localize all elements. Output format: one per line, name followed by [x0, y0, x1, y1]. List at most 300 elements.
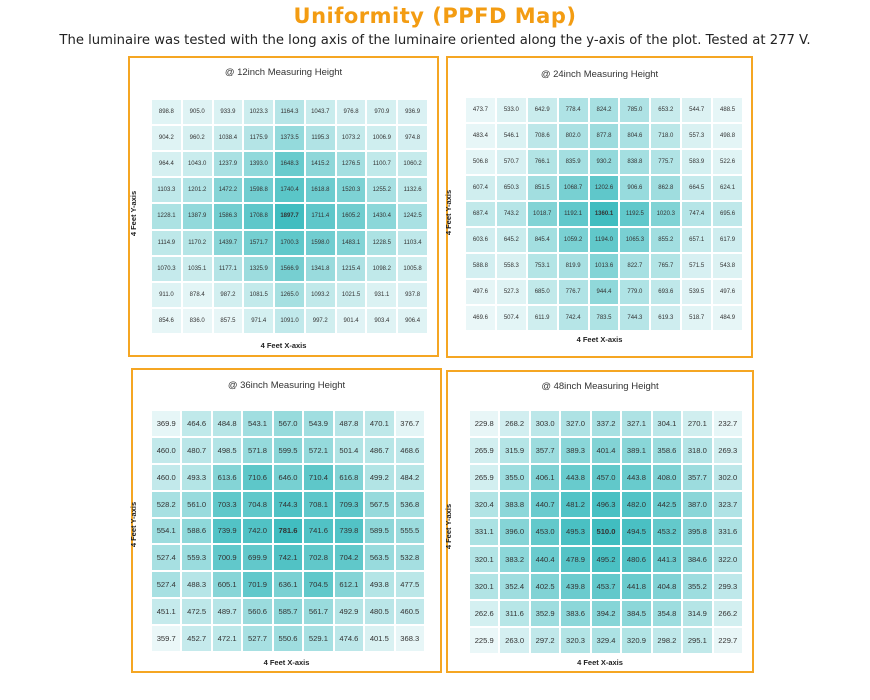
- heatmap-cell: 744.3: [274, 492, 302, 517]
- heatmap-cell: 585.7: [274, 599, 302, 624]
- heatmap-cell: 457.0: [592, 465, 620, 490]
- heatmap-cell: 1192.5: [620, 202, 649, 226]
- heatmap-cell: 687.4: [466, 202, 495, 226]
- heatmap-cell: 685.0: [528, 280, 557, 304]
- heatmap-cell: 501.4: [335, 438, 363, 463]
- heatmap-cell: 522.6: [713, 150, 742, 174]
- heatmap-cell: 693.6: [651, 280, 680, 304]
- heatmap-cell: 355.2: [683, 574, 711, 599]
- heatmap-cell: 571.5: [682, 254, 711, 278]
- heatmap-cell: 322.0: [714, 547, 742, 572]
- heatmap-cell: 589.5: [365, 519, 393, 544]
- heatmap-cell: 464.6: [182, 411, 210, 436]
- heatmap-cell: 588.6: [182, 519, 210, 544]
- heatmap-cell: 354.8: [653, 601, 681, 626]
- heatmap-cell: 970.9: [367, 100, 396, 124]
- heatmap-cell: 931.1: [367, 283, 396, 307]
- heatmap-cell: 1415.2: [306, 152, 335, 176]
- heatmap-cell: 1265.0: [275, 283, 304, 307]
- heatmap-cell: 1175.9: [244, 126, 273, 150]
- heatmap-cell: 838.8: [620, 150, 649, 174]
- heatmap-cell: 544.7: [682, 98, 711, 122]
- heatmap-cell: 855.2: [651, 228, 680, 252]
- heatmap-cell: 1571.7: [244, 231, 273, 255]
- heatmap-cell: 299.3: [714, 574, 742, 599]
- heatmap-cell: 903.4: [367, 309, 396, 333]
- heatmap-cell: 563.5: [365, 545, 393, 570]
- heatmap-cell: 460.0: [152, 465, 180, 490]
- heatmap-cell: 1566.9: [275, 257, 304, 281]
- heatmap-cell: 1038.4: [214, 126, 243, 150]
- heatmap-cell: 854.6: [152, 309, 181, 333]
- heatmap-cell: 775.7: [651, 150, 680, 174]
- heatmap-cell: 314.9: [683, 601, 711, 626]
- heatmap-cell: 653.2: [651, 98, 680, 122]
- heatmap-cell: 357.7: [683, 465, 711, 490]
- heatmap-cell: 527.7: [243, 626, 271, 651]
- heatmap-cell: 477.5: [396, 572, 424, 597]
- heatmap-cell: 295.1: [683, 628, 711, 653]
- x-axis-label: 4 Feet X-axis: [576, 335, 623, 344]
- heatmap-cell: 700.9: [213, 545, 241, 570]
- heatmap-cell: 443.8: [622, 465, 650, 490]
- heatmap-cell: 1068.7: [559, 176, 588, 200]
- heatmap-cell: 561.0: [182, 492, 210, 517]
- heatmap-cell: 440.4: [531, 547, 559, 572]
- heatmap-cell: 619.3: [651, 306, 680, 330]
- heatmap-cell: 481.2: [561, 492, 589, 517]
- heatmap-cell: 327.1: [622, 411, 650, 436]
- heatmap-cell: 487.8: [335, 411, 363, 436]
- heatmap-panel-36inch: [131, 368, 442, 673]
- heatmap-cell: 486.7: [365, 438, 393, 463]
- heatmap-cell: 613.6: [213, 465, 241, 490]
- heatmap-cell: 904.2: [152, 126, 181, 150]
- heatmap-cell: 484.8: [213, 411, 241, 436]
- heatmap-cell: 1114.9: [152, 231, 181, 255]
- heatmap-cell: 802.0: [559, 124, 588, 148]
- x-axis-label: 4 Feet X-axis: [260, 341, 307, 350]
- heatmap-cell: 384.6: [683, 547, 711, 572]
- heatmap-cell: 976.8: [337, 100, 366, 124]
- heatmap-cell: 376.7: [396, 411, 424, 436]
- heatmap-cell: 898.8: [152, 100, 181, 124]
- heatmap-cell: 1483.1: [337, 231, 366, 255]
- heatmap-cell: 554.1: [152, 519, 180, 544]
- heatmap-cell: 1740.4: [275, 178, 304, 202]
- heatmap-cell: 607.4: [466, 176, 495, 200]
- heatmap-cell: 395.8: [683, 519, 711, 544]
- heatmap-cell: 302.0: [714, 465, 742, 490]
- heatmap-cell: 498.5: [213, 438, 241, 463]
- heatmap-cell: 1711.4: [306, 204, 335, 228]
- heatmap-cell: 1708.8: [244, 204, 273, 228]
- heatmap-cell: 701.9: [243, 572, 271, 597]
- heatmap-cell: 323.7: [714, 492, 742, 517]
- heatmap-cell: 441.3: [653, 547, 681, 572]
- heatmap-grid: [152, 100, 427, 333]
- heatmap-cell: 469.6: [466, 306, 495, 330]
- heatmap-cell: 229.7: [714, 628, 742, 653]
- heatmap-cell: 439.8: [561, 574, 589, 599]
- heatmap-cell: 404.8: [653, 574, 681, 599]
- heatmap-cell: 543.1: [243, 411, 271, 436]
- heatmap-cell: 642.9: [528, 98, 557, 122]
- heatmap-cell: 557.3: [682, 124, 711, 148]
- heatmap-cell: 936.9: [398, 100, 427, 124]
- heatmap-cell: 1360.1: [590, 202, 619, 226]
- heatmap-cell: 527.3: [497, 280, 526, 304]
- heatmap-grid: [466, 98, 742, 330]
- heatmap-cell: 933.9: [214, 100, 243, 124]
- heatmap-cell: 1430.4: [367, 204, 396, 228]
- heatmap-cell: 320.1: [470, 547, 498, 572]
- heatmap-cell: 262.6: [470, 601, 498, 626]
- heatmap-cell: 533.0: [497, 98, 526, 122]
- heatmap-cell: 1439.7: [214, 231, 243, 255]
- heatmap-cell: 478.9: [561, 547, 589, 572]
- heatmap-cell: 695.6: [713, 202, 742, 226]
- heatmap-cell: 406.1: [531, 465, 559, 490]
- heatmap-cell: 702.8: [304, 545, 332, 570]
- heatmap-cell: 263.0: [500, 628, 528, 653]
- heatmap-cell: 383.2: [500, 547, 528, 572]
- heatmap-cell: 819.9: [559, 254, 588, 278]
- heatmap-cell: 1073.2: [337, 126, 366, 150]
- heatmap-cell: 1098.2: [367, 257, 396, 281]
- heatmap-cell: 1020.3: [651, 202, 680, 226]
- heatmap-cell: 495.2: [592, 547, 620, 572]
- heatmap-cell: 320.1: [470, 574, 498, 599]
- heatmap-cell: 268.2: [500, 411, 528, 436]
- heatmap-cell: 527.4: [152, 572, 180, 597]
- heatmap-cell: 1520.3: [337, 178, 366, 202]
- heatmap-cell: 742.1: [274, 545, 302, 570]
- heatmap-cell: 612.1: [335, 572, 363, 597]
- panel-title: @ 48inch Measuring Height: [541, 381, 659, 392]
- heatmap-cell: 352.4: [500, 574, 528, 599]
- heatmap-cell: 709.3: [335, 492, 363, 517]
- heatmap-cell: 506.8: [466, 150, 495, 174]
- heatmap-cell: 453.2: [653, 519, 681, 544]
- heatmap-cell: 1035.1: [183, 257, 212, 281]
- heatmap-cell: 318.0: [683, 438, 711, 463]
- heatmap-cell: 498.8: [713, 124, 742, 148]
- heatmap-cell: 567.5: [365, 492, 393, 517]
- heatmap-cell: 550.6: [274, 626, 302, 651]
- heatmap-cell: 357.7: [531, 438, 559, 463]
- heatmap-cell: 1215.4: [337, 257, 366, 281]
- heatmap-cell: 493.8: [365, 572, 393, 597]
- heatmap-cell: 560.6: [243, 599, 271, 624]
- heatmap-cell: 561.7: [304, 599, 332, 624]
- heatmap-cell: 359.7: [152, 626, 180, 651]
- heatmap-cell: 539.5: [682, 280, 711, 304]
- page-subtitle: The luminaire was tested with the long axis of the luminaire oriented along the y-axis of the plot. Tested at 277 V.: [59, 33, 811, 48]
- heatmap-cell: 497.6: [466, 280, 495, 304]
- heatmap-cell: 384.5: [622, 601, 650, 626]
- heatmap-cell: 650.3: [497, 176, 526, 200]
- heatmap-cell: 944.4: [590, 280, 619, 304]
- heatmap-cell: 645.2: [497, 228, 526, 252]
- heatmap-cell: 266.2: [714, 601, 742, 626]
- heatmap-cell: 699.9: [243, 545, 271, 570]
- heatmap-cell: 331.1: [470, 519, 498, 544]
- heatmap-cell: 743.2: [497, 202, 526, 226]
- heatmap-cell: 611.9: [528, 306, 557, 330]
- y-axis-label: 4 Feet Y-axis: [129, 501, 139, 548]
- heatmap-cell: 1043.0: [183, 152, 212, 176]
- heatmap-cell: 383.6: [561, 601, 589, 626]
- heatmap-cell: 1103.4: [398, 231, 427, 255]
- heatmap-cell: 229.8: [470, 411, 498, 436]
- heatmap-cell: 452.7: [182, 626, 210, 651]
- heatmap-cell: 704.8: [243, 492, 271, 517]
- heatmap-cell: 528.2: [152, 492, 180, 517]
- y-axis-label: 4 Feet Y-axis: [444, 189, 454, 236]
- heatmap-cell: 1325.9: [244, 257, 273, 281]
- heatmap-cell: 546.1: [497, 124, 526, 148]
- heatmap-cell: 297.2: [531, 628, 559, 653]
- heatmap-cell: 845.4: [528, 228, 557, 252]
- heatmap-cell: 862.8: [651, 176, 680, 200]
- heatmap-cell: 401.4: [592, 438, 620, 463]
- heatmap-cell: 1341.8: [306, 257, 335, 281]
- heatmap-cell: 878.4: [183, 283, 212, 307]
- heatmap-cell: 518.7: [682, 306, 711, 330]
- heatmap-cell: 1013.6: [590, 254, 619, 278]
- heatmap-cell: 270.1: [683, 411, 711, 436]
- page-title: Uniformity (PPFD Map): [293, 4, 577, 28]
- heatmap-cell: 488.3: [182, 572, 210, 597]
- heatmap-cell: 536.8: [396, 492, 424, 517]
- heatmap-cell: 311.6: [500, 601, 528, 626]
- heatmap-cell: 766.1: [528, 150, 557, 174]
- heatmap-cell: 1132.6: [398, 178, 427, 202]
- heatmap-cell: 369.9: [152, 411, 180, 436]
- heatmap-cell: 718.0: [651, 124, 680, 148]
- heatmap-cell: 1598.0: [306, 231, 335, 255]
- heatmap-cell: 1237.9: [214, 152, 243, 176]
- heatmap-cell: 225.9: [470, 628, 498, 653]
- heatmap-cell: 460.5: [396, 599, 424, 624]
- heatmap-cell: 783.5: [590, 306, 619, 330]
- heatmap-cell: 974.8: [398, 126, 427, 150]
- heatmap-cell: 779.0: [620, 280, 649, 304]
- heatmap-panel-48inch: [446, 370, 754, 673]
- heatmap-cell: 401.5: [365, 626, 393, 651]
- heatmap-cell: 765.7: [651, 254, 680, 278]
- heatmap-cell: 394.2: [592, 601, 620, 626]
- heatmap-cell: 303.0: [531, 411, 559, 436]
- heatmap-cell: 708.1: [304, 492, 332, 517]
- heatmap-cell: 320.4: [470, 492, 498, 517]
- heatmap-cell: 1228.1: [152, 204, 181, 228]
- heatmap-cell: 555.5: [396, 519, 424, 544]
- heatmap-cell: 971.4: [244, 309, 273, 333]
- heatmap-panel-24inch: [446, 56, 753, 358]
- heatmap-cell: 389.3: [561, 438, 589, 463]
- heatmap-cell: 543.9: [304, 411, 332, 436]
- heatmap-cell: 704.5: [304, 572, 332, 597]
- heatmap-cell: 905.0: [183, 100, 212, 124]
- heatmap-cell: 704.2: [335, 545, 363, 570]
- heatmap-cell: 646.0: [274, 465, 302, 490]
- heatmap-cell: 567.0: [274, 411, 302, 436]
- heatmap-cell: 937.8: [398, 283, 427, 307]
- heatmap-cell: 402.5: [531, 574, 559, 599]
- panel-title: @ 12inch Measuring Height: [224, 67, 343, 78]
- heatmap-cell: 778.4: [559, 98, 588, 122]
- heatmap-panel-12inch: [128, 56, 439, 357]
- heatmap-cell: 1060.2: [398, 152, 427, 176]
- heatmap-cell: 1018.7: [528, 202, 557, 226]
- x-axis-label: 4 Feet X-axis: [263, 658, 310, 667]
- heatmap-cell: 1170.2: [183, 231, 212, 255]
- heatmap-cell: 1070.3: [152, 257, 181, 281]
- heatmap-cell: 495.3: [561, 519, 589, 544]
- heatmap-cell: 337.2: [592, 411, 620, 436]
- heatmap-cell: 269.3: [714, 438, 742, 463]
- heatmap-cell: 930.2: [590, 150, 619, 174]
- heatmap-cell: 741.6: [304, 519, 332, 544]
- heatmap-cell: 997.2: [306, 309, 335, 333]
- heatmap-cell: 496.3: [592, 492, 620, 517]
- heatmap-cell: 499.2: [365, 465, 393, 490]
- heatmap-cell: 710.4: [304, 465, 332, 490]
- heatmap-cell: 304.1: [653, 411, 681, 436]
- heatmap-cell: 453.0: [531, 519, 559, 544]
- heatmap-cell: 599.5: [274, 438, 302, 463]
- heatmap-cell: 1276.5: [337, 152, 366, 176]
- heatmap-cell: 960.2: [183, 126, 212, 150]
- heatmap-cell: 1103.3: [152, 178, 181, 202]
- heatmap-cell: 489.7: [213, 599, 241, 624]
- heatmap-cell: 440.7: [531, 492, 559, 517]
- heatmap-cell: 355.0: [500, 465, 528, 490]
- heatmap-cell: 1202.6: [590, 176, 619, 200]
- heatmap-cell: 1387.9: [183, 204, 212, 228]
- heatmap-cell: 753.1: [528, 254, 557, 278]
- heatmap-cell: 507.4: [497, 306, 526, 330]
- heatmap-cell: 1897.7: [275, 204, 304, 228]
- heatmap-cell: 460.0: [152, 438, 180, 463]
- heatmap-cell: 232.7: [714, 411, 742, 436]
- panel-title: @ 24inch Measuring Height: [540, 69, 659, 80]
- heatmap-cell: 320.3: [561, 628, 589, 653]
- heatmap-cell: 1700.3: [275, 231, 304, 255]
- heatmap-cell: 987.2: [214, 283, 243, 307]
- heatmap-cell: 1393.0: [244, 152, 273, 176]
- heatmap-cell: 1586.3: [214, 204, 243, 228]
- heatmap-cell: 488.5: [713, 98, 742, 122]
- heatmap-cell: 331.6: [714, 519, 742, 544]
- heatmap-cell: 605.1: [213, 572, 241, 597]
- heatmap-cell: 906.6: [620, 176, 649, 200]
- heatmap-cell: 1177.1: [214, 257, 243, 281]
- heatmap-cell: 1192.1: [559, 202, 588, 226]
- heatmap-cell: 1242.5: [398, 204, 427, 228]
- heatmap-cell: 1081.5: [244, 283, 273, 307]
- heatmap-cell: 781.6: [274, 519, 302, 544]
- heatmap-cell: 352.9: [531, 601, 559, 626]
- heatmap-cell: 1618.8: [306, 178, 335, 202]
- heatmap-cell: 1006.9: [367, 126, 396, 150]
- heatmap-cell: 443.8: [561, 465, 589, 490]
- heatmap-cell: 835.9: [559, 150, 588, 174]
- heatmap-cell: 708.6: [528, 124, 557, 148]
- heatmap-cell: 472.5: [182, 599, 210, 624]
- heatmap-cell: 624.1: [713, 176, 742, 200]
- panel-title: @ 36inch Measuring Height: [227, 380, 346, 391]
- y-axis-label: 4 Feet Y-axis: [444, 503, 454, 550]
- heatmap-cell: 480.6: [622, 547, 650, 572]
- heatmap-cell: 824.2: [590, 98, 619, 122]
- heatmap-cell: 570.7: [497, 150, 526, 174]
- heatmap-cell: 636.1: [274, 572, 302, 597]
- heatmap-cell: 389.1: [622, 438, 650, 463]
- heatmap-cell: 1194.0: [590, 228, 619, 252]
- heatmap-cell: 1598.8: [244, 178, 273, 202]
- heatmap-cell: 441.8: [622, 574, 650, 599]
- heatmap-cell: 785.0: [620, 98, 649, 122]
- heatmap-cell: 804.6: [620, 124, 649, 148]
- heatmap-cell: 776.7: [559, 280, 588, 304]
- heatmap-cell: 492.9: [335, 599, 363, 624]
- heatmap-cell: 588.8: [466, 254, 495, 278]
- x-axis-label: 4 Feet X-axis: [577, 658, 623, 667]
- heatmap-cell: 1164.3: [275, 100, 304, 124]
- heatmap-cell: 1059.2: [559, 228, 588, 252]
- heatmap-cell: 383.8: [500, 492, 528, 517]
- heatmap-cell: 617.9: [713, 228, 742, 252]
- heatmap-cell: 468.6: [396, 438, 424, 463]
- heatmap-cell: 497.6: [713, 280, 742, 304]
- heatmap-cell: 1373.5: [275, 126, 304, 150]
- heatmap-cell: 857.5: [214, 309, 243, 333]
- heatmap-cell: 571.8: [243, 438, 271, 463]
- heatmap-cell: 911.0: [152, 283, 181, 307]
- heatmap-cell: 616.8: [335, 465, 363, 490]
- heatmap-cell: 327.0: [561, 411, 589, 436]
- heatmap-cell: 529.1: [304, 626, 332, 651]
- heatmap-cell: 484.2: [396, 465, 424, 490]
- heatmap-cell: 703.3: [213, 492, 241, 517]
- heatmap-cell: 453.7: [592, 574, 620, 599]
- heatmap-cell: 473.7: [466, 98, 495, 122]
- heatmap-cell: 1023.3: [244, 100, 273, 124]
- heatmap-cell: 964.4: [152, 152, 181, 176]
- heatmap-cell: 710.6: [243, 465, 271, 490]
- heatmap-cell: 480.5: [365, 599, 393, 624]
- heatmap-cell: 483.4: [466, 124, 495, 148]
- heatmap-cell: 315.9: [500, 438, 528, 463]
- heatmap-cell: 1100.7: [367, 152, 396, 176]
- heatmap-cell: 877.8: [590, 124, 619, 148]
- heatmap-cell: 744.3: [620, 306, 649, 330]
- heatmap-cell: 1195.3: [306, 126, 335, 150]
- heatmap-cell: 559.3: [182, 545, 210, 570]
- heatmap-cell: 742.0: [243, 519, 271, 544]
- heatmap-cell: 396.0: [500, 519, 528, 544]
- heatmap-cell: 329.4: [592, 628, 620, 653]
- heatmap-cell: 851.5: [528, 176, 557, 200]
- heatmap-cell: 451.1: [152, 599, 180, 624]
- heatmap-cell: 510.0: [592, 519, 620, 544]
- heatmap-cell: 822.7: [620, 254, 649, 278]
- heatmap-cell: 358.6: [653, 438, 681, 463]
- heatmap-cell: 442.5: [653, 492, 681, 517]
